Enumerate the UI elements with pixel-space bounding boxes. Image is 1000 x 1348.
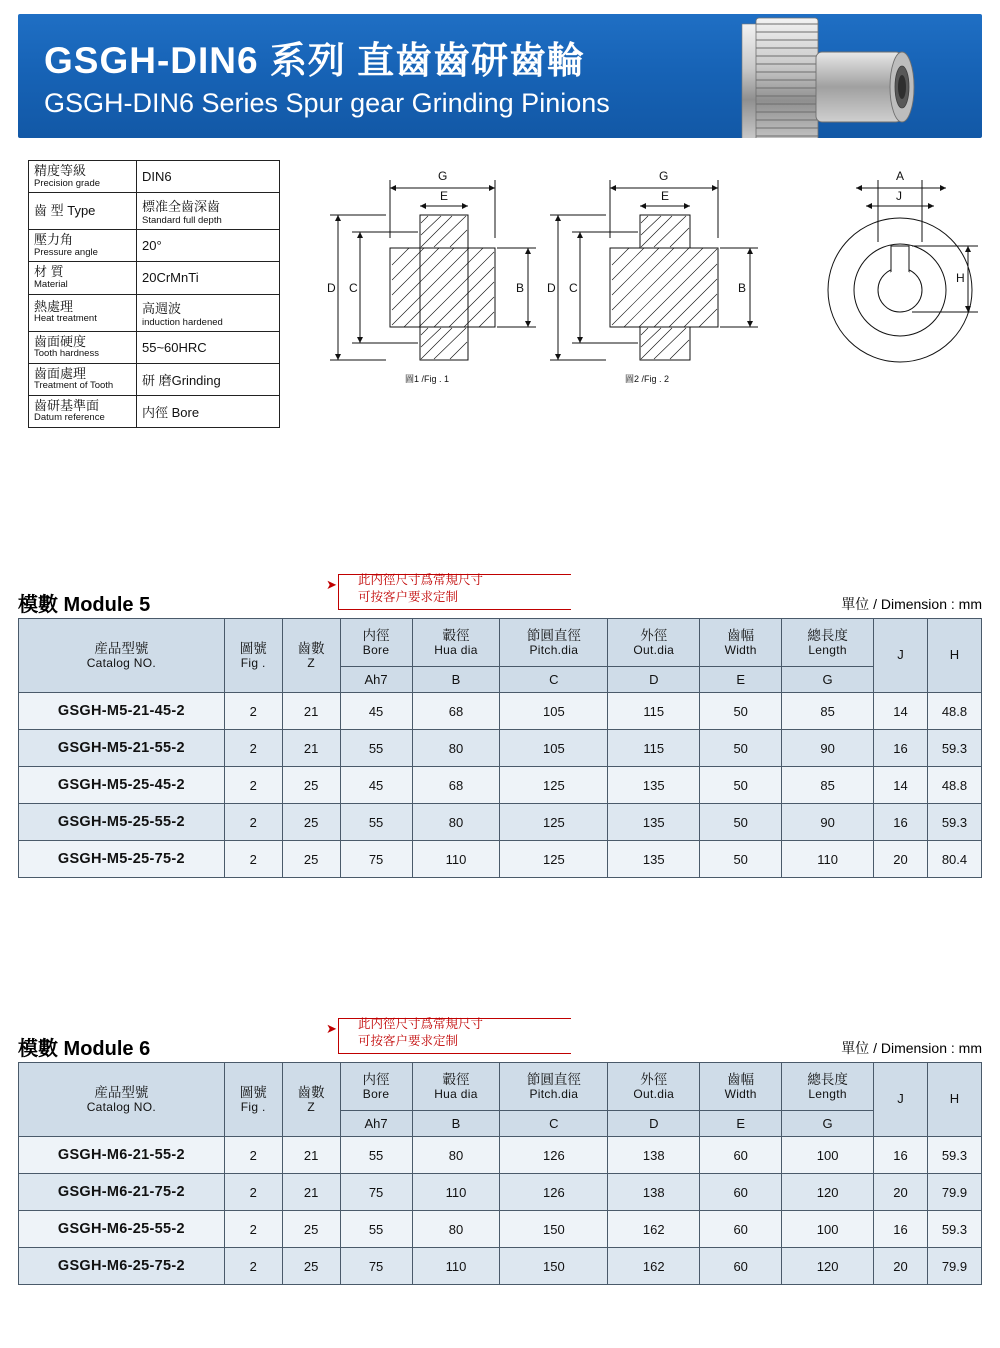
cell-h: 59.3 [927, 1137, 981, 1174]
table-row [19, 841, 982, 878]
table-row [19, 1174, 982, 1211]
cell-fig: 2 [224, 804, 282, 841]
table-body-module5 [19, 693, 982, 878]
spec-label [29, 193, 137, 230]
col-header-fig: 圖號 Fig . [224, 1063, 282, 1137]
cell-catalog: GSGH-M5-25-75-2 [19, 841, 225, 878]
spec-body [29, 161, 280, 428]
cell-j: 14 [874, 767, 928, 804]
spec-label-cn: 熱處理 [34, 298, 74, 314]
cell-outdia: 135 [608, 767, 700, 804]
technical-drawings [300, 160, 990, 460]
spec-label-en: Material [34, 278, 68, 290]
cell-length: 110 [782, 841, 874, 878]
col-header-width: 齒幅 Width [700, 619, 782, 667]
cell-huadia: 110 [412, 1248, 500, 1285]
table-row [29, 230, 280, 262]
col-subheader-g: G [782, 667, 874, 693]
svg-text:C: C [349, 281, 358, 295]
cell-bore: 75 [340, 1174, 412, 1211]
table-row [19, 804, 982, 841]
figure-2 [547, 169, 758, 384]
cell-fig: 2 [224, 767, 282, 804]
col-header-catalog: 産品型號 Catalog NO. [19, 1063, 225, 1137]
spec-value [137, 363, 280, 395]
page-title-en: GSGH-DIN6 Series Spur gear Grinding Pinions [44, 88, 610, 118]
cell-fig: 2 [224, 841, 282, 878]
table-row [19, 767, 982, 804]
cell-j: 14 [874, 693, 928, 730]
spec-value [137, 262, 280, 294]
cell-h: 79.9 [927, 1248, 981, 1285]
cell-j: 16 [874, 1211, 928, 1248]
cell-length: 90 [782, 804, 874, 841]
svg-text:B: B [516, 281, 525, 295]
cell-width: 60 [700, 1137, 782, 1174]
cell-huadia: 80 [412, 804, 500, 841]
cell-fig: 2 [224, 730, 282, 767]
table-row [29, 331, 280, 363]
spec-label-en: Tooth hardness [34, 348, 99, 360]
svg-text:J: J [896, 189, 902, 203]
cell-width: 60 [700, 1211, 782, 1248]
col-header-huadia: 轂徑 Hua dia [412, 1063, 500, 1111]
spec-value [137, 294, 280, 331]
fig2-caption: 圖2 /Fig . 2 [625, 374, 670, 384]
table-row [19, 730, 982, 767]
cell-outdia: 162 [608, 1248, 700, 1285]
table-row [29, 193, 280, 230]
cell-outdia: 162 [608, 1211, 700, 1248]
cell-j: 16 [874, 730, 928, 767]
spec-label-cn: 齒面處理 [34, 365, 87, 381]
cell-pitchdia: 125 [500, 767, 608, 804]
cell-bore: 45 [340, 767, 412, 804]
spec-value-cn: 高週波 [142, 300, 182, 316]
col-header-outdia: 外徑 Out.dia [608, 1063, 700, 1111]
spec-label-cn: 齒 型 Type [34, 202, 96, 218]
cell-z: 21 [282, 1174, 340, 1211]
col-subheader-b: B [412, 1111, 500, 1137]
header-row-main [19, 1063, 982, 1111]
cell-bore: 75 [340, 1248, 412, 1285]
svg-text:B: B [738, 281, 747, 295]
spec-value-cn: 55~60HRC [142, 339, 207, 355]
specification-table [28, 160, 280, 428]
svg-text:D: D [547, 281, 556, 295]
cell-pitchdia: 105 [500, 730, 608, 767]
section-title-module6: 模數 Module 6 [18, 1038, 151, 1060]
note-line2-module6: 可按客户要求定制 [358, 1034, 459, 1048]
cell-bore: 55 [340, 804, 412, 841]
table-row [29, 395, 280, 427]
cell-length: 85 [782, 693, 874, 730]
cell-outdia: 135 [608, 841, 700, 878]
cell-h: 59.3 [927, 730, 981, 767]
cell-huadia: 110 [412, 1174, 500, 1211]
table-row [29, 161, 280, 193]
cell-h: 48.8 [927, 693, 981, 730]
spec-label [29, 262, 137, 294]
cell-catalog: GSGH-M5-25-45-2 [19, 767, 225, 804]
col-subheader-g: G [782, 1111, 874, 1137]
spec-value [137, 331, 280, 363]
svg-text:E: E [661, 189, 670, 203]
col-header-fig: 圖號 Fig . [224, 619, 282, 693]
svg-text:E: E [440, 189, 449, 203]
table-header [19, 1063, 982, 1137]
cell-pitchdia: 150 [500, 1248, 608, 1285]
cell-pitchdia: 126 [500, 1137, 608, 1174]
spec-value-en: induction hardened [142, 316, 223, 328]
cell-bore: 75 [340, 841, 412, 878]
cell-length: 90 [782, 730, 874, 767]
col-header-bore: 内徑 Bore [340, 1063, 412, 1111]
cell-h: 79.9 [927, 1174, 981, 1211]
spec-value-en: Standard full depth [142, 215, 222, 227]
cell-catalog: GSGH-M5-21-45-2 [19, 693, 225, 730]
col-header-bore: 内徑 Bore [340, 619, 412, 667]
cell-outdia: 138 [608, 1137, 700, 1174]
spec-value-cn: 20CrMnTi [142, 270, 199, 286]
col-subheader-ah7: Ah7 [340, 667, 412, 693]
col-header-length: 總長度 Length [782, 619, 874, 667]
cell-huadia: 80 [412, 1211, 500, 1248]
cell-width: 50 [700, 730, 782, 767]
spec-label [29, 230, 137, 262]
unit-label-module5: 單位 / Dimension : mm [841, 596, 982, 612]
spec-label-en: Heat treatment [34, 313, 97, 325]
figure-1 [327, 169, 536, 384]
cell-huadia: 68 [412, 693, 500, 730]
cell-z: 25 [282, 1248, 340, 1285]
note-arrow-module5: ➤ [326, 577, 337, 592]
cell-fig: 2 [224, 1248, 282, 1285]
cell-j: 20 [874, 841, 928, 878]
cell-width: 60 [700, 1174, 782, 1211]
spur-gear-photo [722, 14, 972, 138]
cell-catalog: GSGH-M6-21-75-2 [19, 1174, 225, 1211]
svg-text:G: G [659, 169, 669, 183]
cell-z: 21 [282, 693, 340, 730]
cell-pitchdia: 125 [500, 804, 608, 841]
spec-value-cn: 内徑 Bore [142, 404, 200, 420]
cell-catalog: GSGH-M5-21-55-2 [19, 730, 225, 767]
spec-label [29, 161, 137, 193]
cell-fig: 2 [224, 1174, 282, 1211]
svg-text:C: C [569, 281, 578, 295]
col-header-j: J [874, 1063, 928, 1137]
cell-catalog: GSGH-M5-25-55-2 [19, 804, 225, 841]
figure-front-view [828, 169, 978, 362]
col-header-width: 齒幅 Width [700, 1063, 782, 1111]
cell-fig: 2 [224, 1137, 282, 1174]
cell-j: 16 [874, 1137, 928, 1174]
data-table-module6 [18, 1062, 982, 1285]
cell-bore: 55 [340, 1137, 412, 1174]
col-subheader-b: B [412, 667, 500, 693]
cell-length: 100 [782, 1211, 874, 1248]
spec-label-cn: 齒研基準面 [34, 397, 100, 413]
col-header-pitchdia: 節圓直徑 Pitch.dia [500, 619, 608, 667]
table-row [19, 1137, 982, 1174]
spec-label-cn: 精度等級 [34, 163, 87, 178]
cell-pitchdia: 105 [500, 693, 608, 730]
spec-label [29, 363, 137, 395]
cell-catalog: GSGH-M6-25-75-2 [19, 1248, 225, 1285]
cell-z: 21 [282, 730, 340, 767]
cell-width: 50 [700, 804, 782, 841]
spec-value-cn: 標准全齒深齒 [142, 199, 221, 215]
cell-pitchdia: 150 [500, 1211, 608, 1248]
cell-z: 25 [282, 841, 340, 878]
cell-outdia: 115 [608, 693, 700, 730]
cell-fig: 2 [224, 693, 282, 730]
cell-length: 100 [782, 1137, 874, 1174]
cell-pitchdia: 126 [500, 1174, 608, 1211]
table-row [29, 262, 280, 294]
fig1-caption: 圖1 /Fig . 1 [405, 374, 450, 384]
cell-z: 25 [282, 1211, 340, 1248]
cell-huadia: 80 [412, 730, 500, 767]
col-header-outdia: 外徑 Out.dia [608, 619, 700, 667]
col-subheader-d: D [608, 667, 700, 693]
cell-z: 25 [282, 804, 340, 841]
cell-h: 59.3 [927, 1211, 981, 1248]
spec-value-cn: DIN6 [142, 169, 172, 185]
cell-j: 20 [874, 1248, 928, 1285]
col-subheader-d: D [608, 1111, 700, 1137]
cell-h: 48.8 [927, 767, 981, 804]
cell-outdia: 135 [608, 804, 700, 841]
col-subheader-e: E [700, 1111, 782, 1137]
col-header-j: J [874, 619, 928, 693]
cell-catalog: GSGH-M6-21-55-2 [19, 1137, 225, 1174]
cell-huadia: 110 [412, 841, 500, 878]
col-header-z: 齒數 Z [282, 1063, 340, 1137]
table-row [29, 294, 280, 331]
svg-text:G: G [438, 169, 448, 183]
spec-value [137, 161, 280, 193]
data-table-module5 [18, 618, 982, 878]
cell-huadia: 68 [412, 767, 500, 804]
table-body-module6 [19, 1137, 982, 1285]
spec-label [29, 294, 137, 331]
note-arrow-module6: ➤ [326, 1021, 337, 1036]
cell-width: 50 [700, 841, 782, 878]
col-subheader-c: C [500, 667, 608, 693]
table-row [19, 1248, 982, 1285]
table-row [19, 693, 982, 730]
spec-value [137, 395, 280, 427]
spec-value [137, 193, 280, 230]
note-line1-module6: 此内徑尺寸爲常規尺寸 [358, 1017, 484, 1031]
col-subheader-e: E [700, 667, 782, 693]
unit-label-module6: 單位 / Dimension : mm [841, 1040, 982, 1056]
col-header-h: H [927, 1063, 981, 1137]
spec-label-en: Datum reference [34, 412, 105, 424]
cell-fig: 2 [224, 1211, 282, 1248]
cell-huadia: 80 [412, 1137, 500, 1174]
cell-bore: 55 [340, 730, 412, 767]
spec-label [29, 331, 137, 363]
cell-outdia: 138 [608, 1174, 700, 1211]
cell-bore: 55 [340, 1211, 412, 1248]
cell-pitchdia: 125 [500, 841, 608, 878]
spec-label [29, 395, 137, 427]
note-line1-module5: 此内徑尺寸爲常規尺寸 [358, 573, 484, 587]
cell-catalog: GSGH-M6-25-55-2 [19, 1211, 225, 1248]
page-title-cn: GSGH-DIN6 系列 直齒齒研齒輪 [44, 40, 586, 81]
spec-label-en: Pressure angle [34, 246, 98, 258]
page-header [18, 14, 982, 138]
cell-z: 25 [282, 767, 340, 804]
header-row-main [19, 619, 982, 667]
spec-label-cn: 材 質 [34, 264, 64, 280]
cell-length: 120 [782, 1174, 874, 1211]
cell-width: 50 [700, 693, 782, 730]
cell-j: 16 [874, 804, 928, 841]
cell-width: 60 [700, 1248, 782, 1285]
section-title-module5: 模數 Module 5 [18, 594, 151, 616]
cell-length: 120 [782, 1248, 874, 1285]
spec-value [137, 230, 280, 262]
svg-text:A: A [896, 169, 905, 183]
col-subheader-c: C [500, 1111, 608, 1137]
table-row [29, 363, 280, 395]
cell-width: 50 [700, 767, 782, 804]
cell-z: 21 [282, 1137, 340, 1174]
svg-text:D: D [327, 281, 336, 295]
spec-label-en: Precision grade [34, 177, 101, 189]
col-header-z: 齒數 Z [282, 619, 340, 693]
cell-length: 85 [782, 767, 874, 804]
cell-h: 59.3 [927, 804, 981, 841]
cell-j: 20 [874, 1174, 928, 1211]
spec-value-cn: 研 磨Grinding [142, 372, 221, 388]
spec-label-en: Treatment of Tooth [34, 380, 114, 392]
cell-outdia: 115 [608, 730, 700, 767]
col-header-pitchdia: 節圓直徑 Pitch.dia [500, 1063, 608, 1111]
note-line2-module5: 可按客户要求定制 [358, 590, 459, 604]
col-header-catalog: 産品型號 Catalog NO. [19, 619, 225, 693]
table-row [19, 1211, 982, 1248]
table-header [19, 619, 982, 693]
col-header-length: 總長度 Length [782, 1063, 874, 1111]
col-header-h: H [927, 619, 981, 693]
cell-bore: 45 [340, 693, 412, 730]
col-subheader-ah7: Ah7 [340, 1111, 412, 1137]
svg-text:H: H [956, 271, 965, 285]
spec-value-cn: 20° [142, 238, 162, 254]
spec-label-cn: 壓力角 [34, 232, 74, 248]
spec-label-cn: 齒面硬度 [34, 333, 87, 349]
cell-h: 80.4 [927, 841, 981, 878]
col-header-huadia: 轂徑 Hua dia [412, 619, 500, 667]
